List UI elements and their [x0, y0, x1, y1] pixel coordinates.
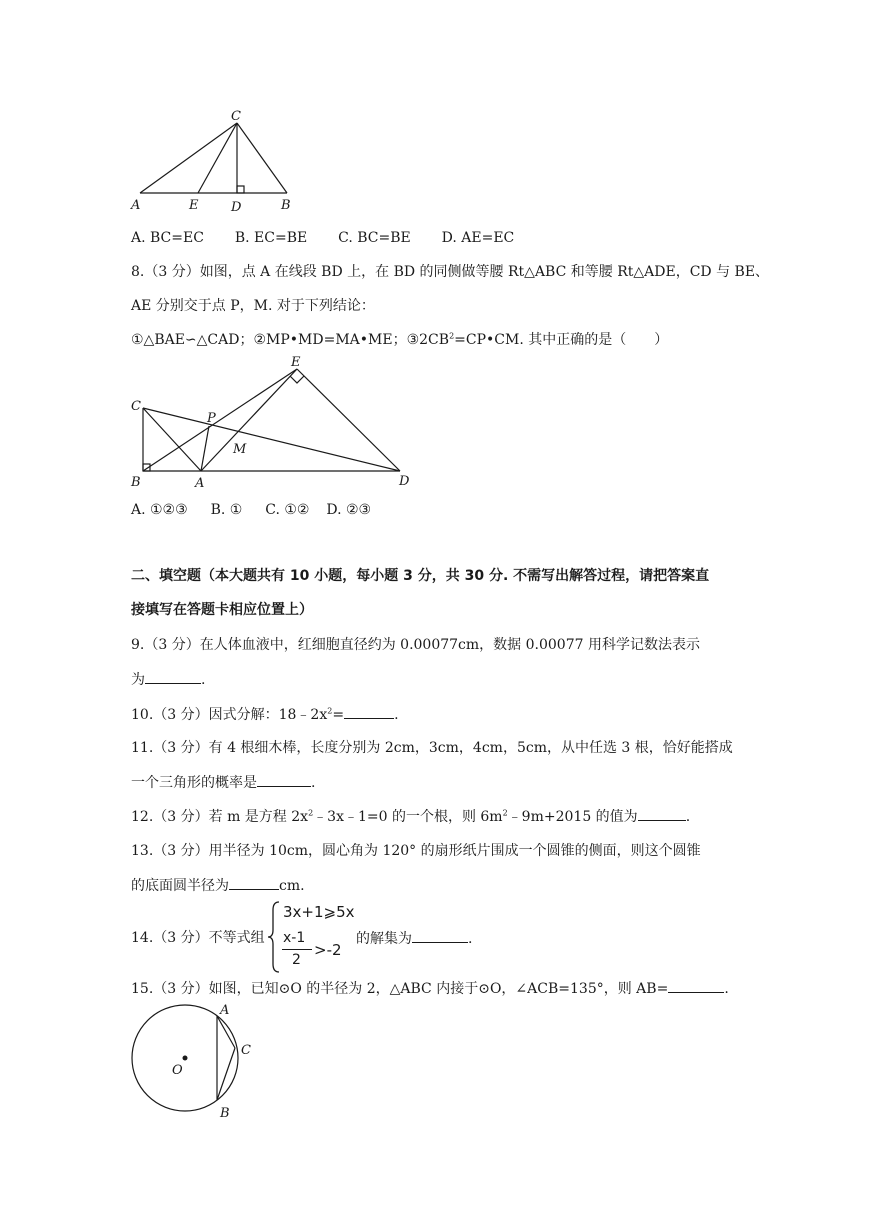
q11-line1: 11.（3 分）有 4 根细木棒，长度分别为 2cm，3cm，4cm，5cm，从中任选 3 根，恰好能搭成: [131, 740, 733, 756]
q13-line2: 的底面圆半径为 cm.: [131, 875, 305, 896]
q8-option-d: D. ②③: [326, 502, 372, 518]
q8-option-a: A. ①②③: [131, 502, 188, 518]
q9-line2: 为 .: [131, 669, 205, 690]
q14-suffix: 的解集为 .: [356, 928, 472, 949]
q8-line3: ①△BAE∽△CAD；②MP•MD=MA•ME；$③2CB^2=CP•CM$. 其中正确的是（ ）: [131, 331, 669, 348]
q8-option-b: B. ①: [210, 502, 243, 518]
q14-inequality-1: 3x+1⩾5x: [283, 903, 355, 921]
figure-q15-circle: [125, 1000, 275, 1125]
label-a: A: [195, 476, 205, 491]
q9-line1: 9.（3 分）在人体血液中，红细胞直径约为 0.00077cm，数据 0.00077 用科学记数法表示: [131, 637, 700, 653]
q12: 12.（3 分）若 m 是方程 $2x^2﹣3x﹣1=0$ 的一个根，则 $6m^2﹣9m+2015$ 的值为 .: [131, 806, 690, 827]
q8-option-c: C. ①②: [265, 502, 310, 518]
label-m: M: [233, 442, 247, 457]
section2-heading-line1: 二、填空题（本大题共有 10 小题，每小题 3 分，共 30 分. 不需写出解答过程，请把答案直: [131, 568, 710, 584]
q11-line2: 一个三角形的概率是 .: [131, 772, 315, 793]
answer-blank: [638, 806, 686, 821]
label-o: O: [172, 1063, 183, 1078]
label-e: E: [291, 355, 301, 370]
label-c: C: [231, 109, 241, 124]
label-a: A: [220, 1003, 230, 1018]
q7-option-c: C. BC=BE: [338, 230, 411, 246]
answer-blank: [229, 875, 279, 890]
label-b: B: [281, 198, 291, 213]
q7-option-d: D. AE=EC: [441, 230, 515, 246]
answer-blank: [257, 772, 311, 787]
figure-q7-triangle: [125, 105, 305, 215]
q14-fraction-numerator: x-1: [283, 930, 306, 946]
q7-option-b: B. EC=BE: [234, 230, 308, 246]
q14-prefix: 14.（3 分）不等式组: [131, 930, 265, 946]
q10: 10.（3 分）因式分解：$18﹣2x^2=$ .: [131, 704, 399, 725]
label-b: B: [220, 1106, 230, 1121]
q7-options: [131, 228, 514, 248]
label-p: P: [207, 411, 216, 426]
q14-brace: [267, 900, 281, 974]
answer-blank: [344, 704, 394, 719]
answer-blank: [668, 978, 724, 993]
figure-q8: [125, 352, 425, 492]
q7-option-a: A. BC=EC: [131, 230, 204, 246]
label-d: D: [399, 474, 410, 489]
q8-line1: 8.（3 分）如图，点 A 在线段 BD 上，在 BD 的同侧做等腰 Rt△ABC 和等腰 Rt△ADE，CD 与 BE、: [131, 264, 770, 280]
label-d: D: [231, 200, 242, 215]
label-e: E: [189, 198, 199, 213]
answer-blank: [145, 669, 201, 684]
label-c: C: [241, 1043, 251, 1058]
answer-blank: [412, 928, 468, 943]
label-c: C: [131, 399, 141, 414]
section2-heading-line2: 接填写在答题卡相应位置上）: [131, 602, 313, 618]
q8-options: [131, 500, 371, 520]
q15: 15.（3 分）如图，已知⊙O 的半径为 2，△ABC 内接于⊙O，∠ACB=135°，则 AB= .: [131, 978, 729, 999]
label-b: B: [131, 475, 141, 490]
q8-line2: AE 分别交于点 P，M. 对于下列结论：: [131, 298, 375, 314]
q14-rhs: >-2: [314, 941, 342, 959]
q14-fraction-denominator: 2: [292, 952, 301, 968]
label-a: A: [131, 198, 141, 213]
q13-line1: 13.（3 分）用半径为 10cm，圆心角为 120° 的扇形纸片围成一个圆锥的侧面，则这个圆锥: [131, 843, 701, 859]
